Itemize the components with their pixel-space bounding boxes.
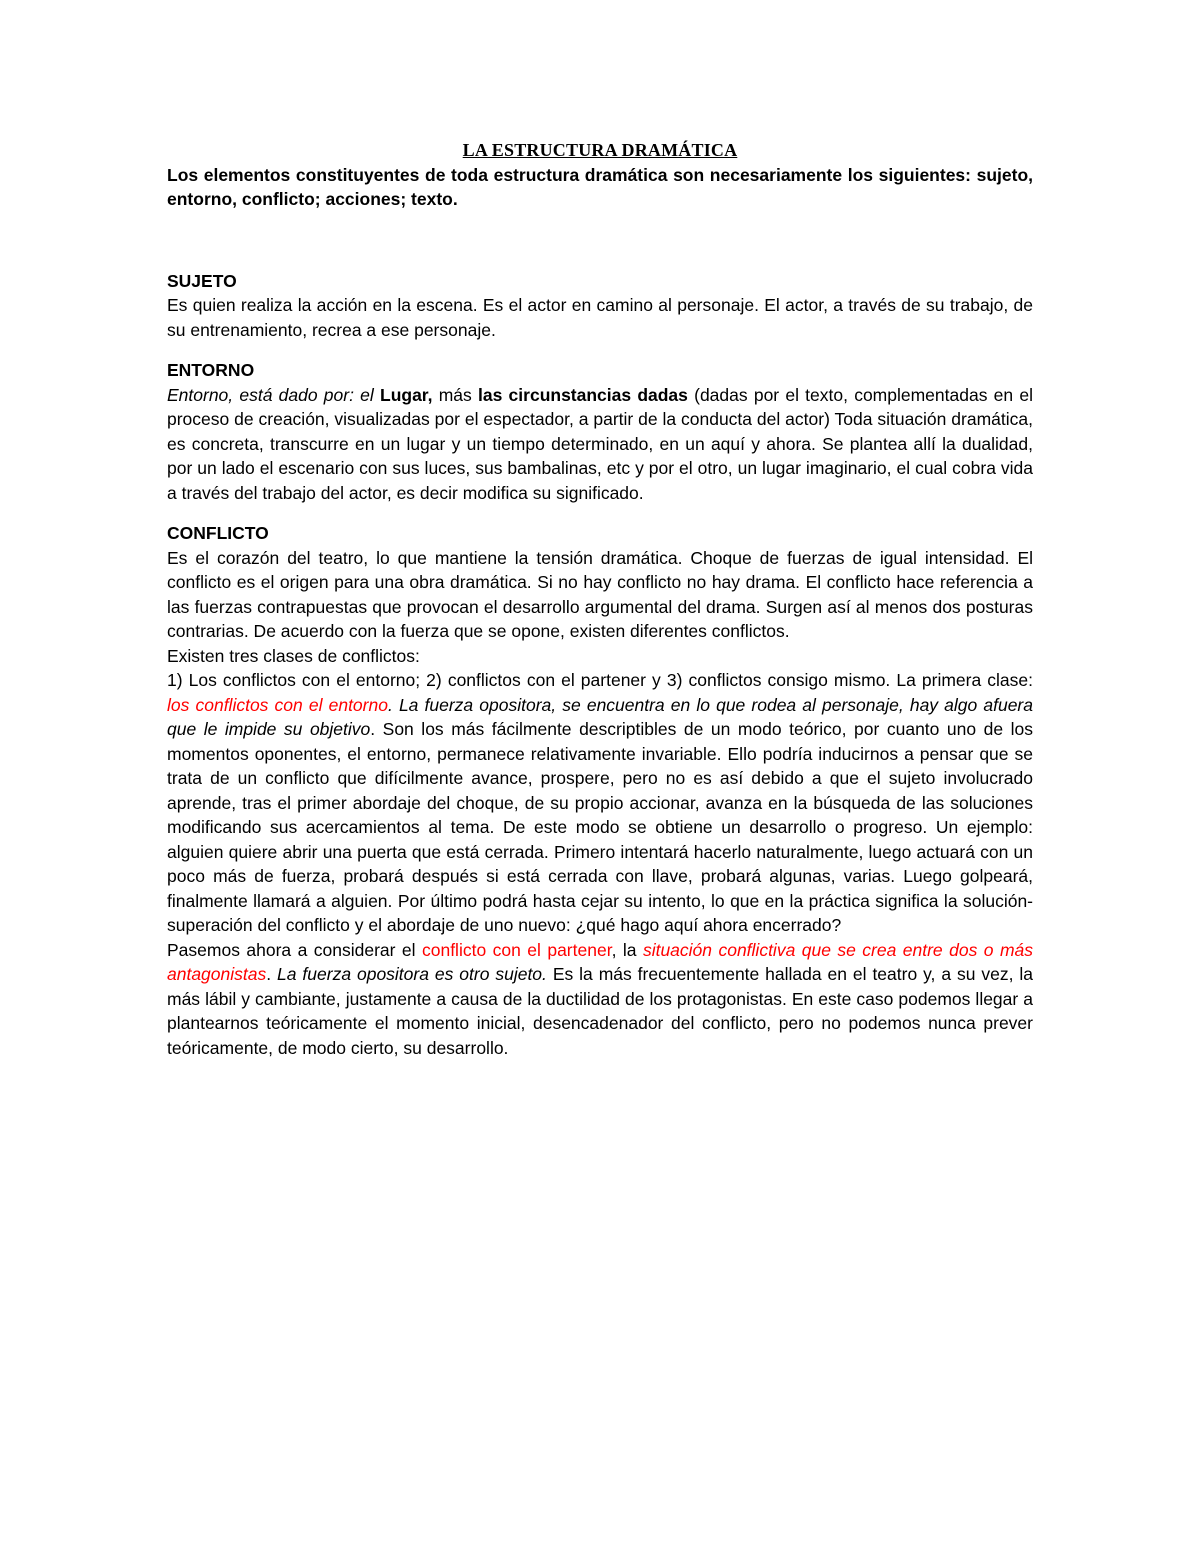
- p4-highlight-partener: conflicto con el partener: [421, 939, 612, 960]
- heading-sujeto: SUJETO: [167, 270, 237, 291]
- conflicto-paragraph-4: [167, 938, 1033, 1061]
- p3-intro: 1) Los conflictos con el entorno; 2) conflictos con el partener y 3) conflictos consigo mismo. La primera clase:: [167, 670, 1033, 690]
- entorno-lead: Entorno, está dado por: el: [167, 384, 374, 405]
- p3-italic: . La fuerza opositora, se encuentra en lo que rodea al personaje, hay algo afuera que le impide su objetivo: [167, 694, 1033, 739]
- entorno-mas: más: [438, 384, 472, 405]
- entorno-rest: (dadas por el texto, complementadas en el proceso de creación, visualizadas por el espectador, a partir de la conducta del actor) Toda situación dramática, es concreta, transcurre en un lugar y un tiempo determinado, en un aquí y ahora. Se plantea allí la dualidad, por un lado el escenario con sus luces, sus bambalinas, etc y por el otro, un lugar imaginario, el cual cobra vida a través del trabajo del actor, es decir modifica su significado.: [167, 384, 1033, 503]
- entorno-lugar: Lugar,: [380, 384, 433, 405]
- p4-highlight-situacion: situación conflictiva que se crea entre dos o más antagonistas: [167, 939, 1033, 984]
- document-content: [167, 138, 1033, 1060]
- conflicto-paragraph-3: [167, 668, 1033, 938]
- intro-paragraph: Los elementos constituyentes de toda estructura dramática son necesariamente los siguientes: sujeto, entorno, conflicto; acciones; texto.: [167, 164, 1033, 209]
- conflicto-paragraph-2: Existen tres clases de conflictos:: [167, 645, 420, 666]
- heading-entorno: ENTORNO: [167, 360, 255, 380]
- page-title: LA ESTRUCTURA DRAMÁTICA: [462, 140, 738, 160]
- p4-comma: , la: [611, 939, 637, 960]
- heading-conflicto: CONFLICTO: [167, 523, 269, 543]
- p4-italic: La fuerza opositora es otro sujeto.: [277, 964, 547, 984]
- conflicto-paragraph-1: Es el corazón del teatro, lo que mantiene la tensión dramática. Choque de fuerzas de igual intensidad. El conflicto es el origen para una obra dramática. Si no hay conflicto no hay drama. El conflicto hace referencia a las fuerzas contrapuestas que provocan el desarrollo argumental del drama. Surgen así al menos dos posturas contrarias. De acuerdo con la fuerza que se opone, existen diferentes conflictos.: [167, 547, 1033, 641]
- entorno-paragraph: [167, 383, 1033, 506]
- sujeto-paragraph: Es quien realiza la acción en la escena. Es el actor en camino al personaje. El actor, a través de su trabajo, de su entrenamiento, recrea a ese personaje.: [167, 295, 1033, 340]
- p3-highlight-entorno: los conflictos con el entorno: [167, 694, 388, 715]
- entorno-circunstancias: las circunstancias dadas: [478, 384, 688, 405]
- p4-intro: Pasemos ahora a considerar el: [167, 939, 416, 960]
- p4-period: .: [266, 964, 272, 984]
- p3-body: . Son los más fácilmente descriptibles de un modo teórico, por cuanto uno de los momentos oponentes, el entorno, permanece relativamente invariable. Ello podría inducirnos a pensar que se trata de un conflicto que difícilmente avance, prospere, pero no es así debido a que el sujeto involucrado aprende, tras el primer abordaje del choque, de su propio accionar, avanza en la búsqueda de las soluciones modificando sus acercamientos al tema. De este modo se obtiene un desarrollo o progreso. Un ejemplo: alguien quiere abrir una puerta que está cerrada. Primero intentará hacerlo naturalmente, luego actuará con un poco más de fuerza, probará después si está cerrada con llave, probará algunas, varias. Luego golpeará, finalmente llamará a alguien. Por último podrá hasta cejar su intento, lo que en la práctica significa la solución-superación del conflicto y el abordaje de uno nuevo: ¿qué hago aquí ahora encerrado?: [167, 719, 1033, 935]
- p4-body: Es la más frecuentemente hallada en el teatro y, a su vez, la más lábil y cambiante, justamente a causa de la ductilidad de los protagonistas. En este caso podemos llegar a plantearnos teóricamente el momento inicial, desencadenador del conflicto, pero no podemos nunca prever teóricamente, de modo cierto, su desarrollo.: [167, 964, 1033, 1058]
